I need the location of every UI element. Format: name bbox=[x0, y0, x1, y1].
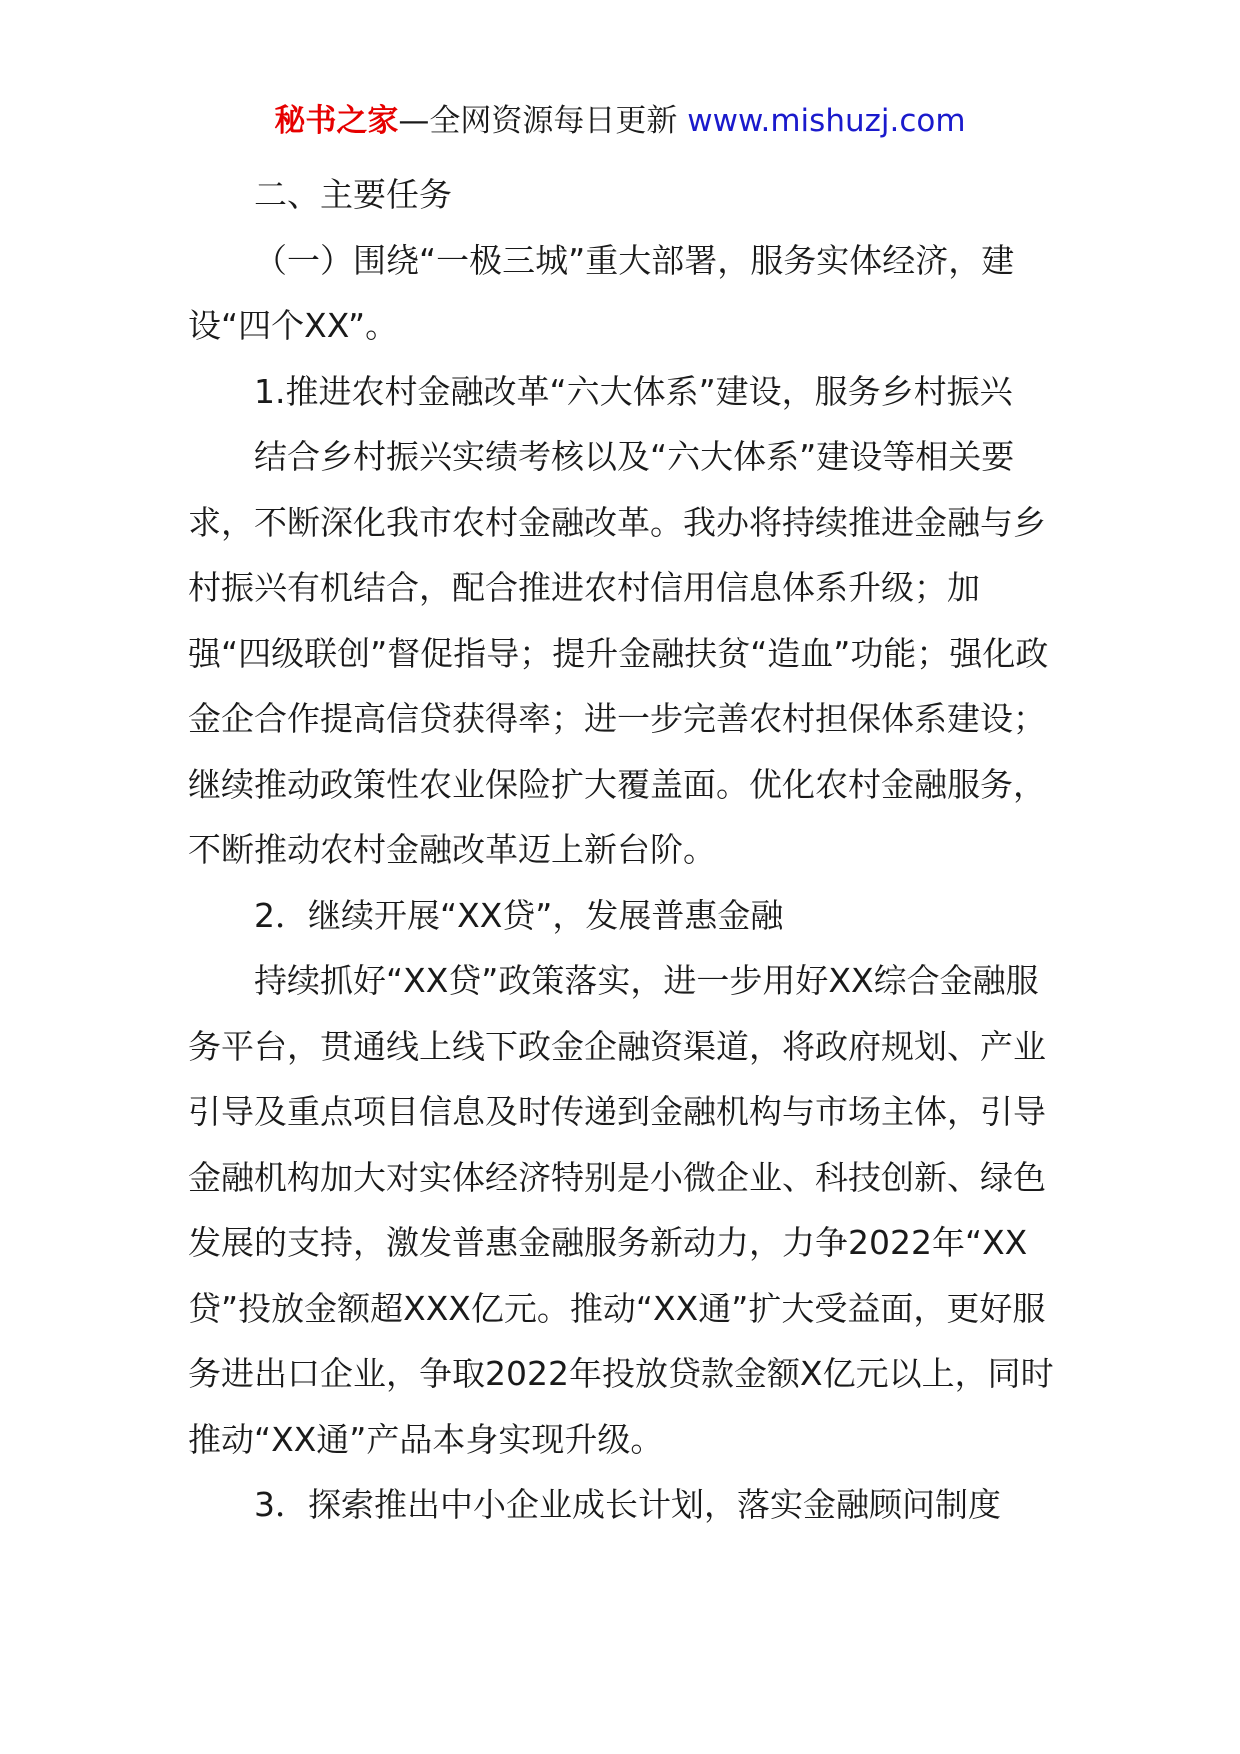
site-url-link[interactable]: www.mishuzj.com bbox=[687, 103, 966, 139]
brand-name: 秘书之家 bbox=[274, 103, 399, 139]
section-title: 二、主要任务 bbox=[254, 175, 452, 214]
header-tagline: —全网资源每日更新 bbox=[398, 103, 688, 139]
item-2-paragraph: 持续抓好“XX贷”政策落实，进一步用好XX综合金融服务平台，贯通线上线下政金企融资渠道，将政府规划、产业引导及重点项目信息及时传递到金融机构与市场主体，引导金融机构加大对实体经济特别是小微企业、科技创新、绿色发展的支持，激发普惠金融服务新动力，力争2022年“XX贷”投放金额超XXX亿元。推动“XX通”扩大受益面，更好服务进出口企业，争取2022年投放贷款金额X亿元以上，同时推动“XX通”产品本身实现升级。 bbox=[188, 961, 1054, 1459]
item-1-paragraph: 结合乡村振兴实绩考核以及“六大体系”建设等相关要求，不断深化我市农村金融改革。我办将持续推进金融与乡村振兴有机结合，配合推进农村信用信息体系升级；加强“四级联创”督促指导；提升金融扶贫“造血”功能；强化政金企合作提高信贷获得率；进一步完善农村担保体系建设；继续推动政策性农业保险扩大覆盖面。优化农村金融服务，不断推动农村金融改革迈上新台阶。 bbox=[188, 437, 1049, 869]
item-3-heading: 3．探索推出中小企业成长计划，落实金融顾问制度 bbox=[254, 1485, 1001, 1524]
page-header bbox=[0, 98, 1240, 144]
item-1-heading: 1.推进农村金融改革“六大体系”建设，服务乡村振兴 bbox=[254, 371, 1013, 411]
item-2-heading: 2．继续开展“XX贷”，发展普惠金融 bbox=[254, 895, 784, 935]
document-body bbox=[188, 162, 1058, 1538]
subsection-heading: （一）围绕“一极三城”重大部署，服务实体经济，建设“四个XX”。 bbox=[188, 240, 1015, 345]
